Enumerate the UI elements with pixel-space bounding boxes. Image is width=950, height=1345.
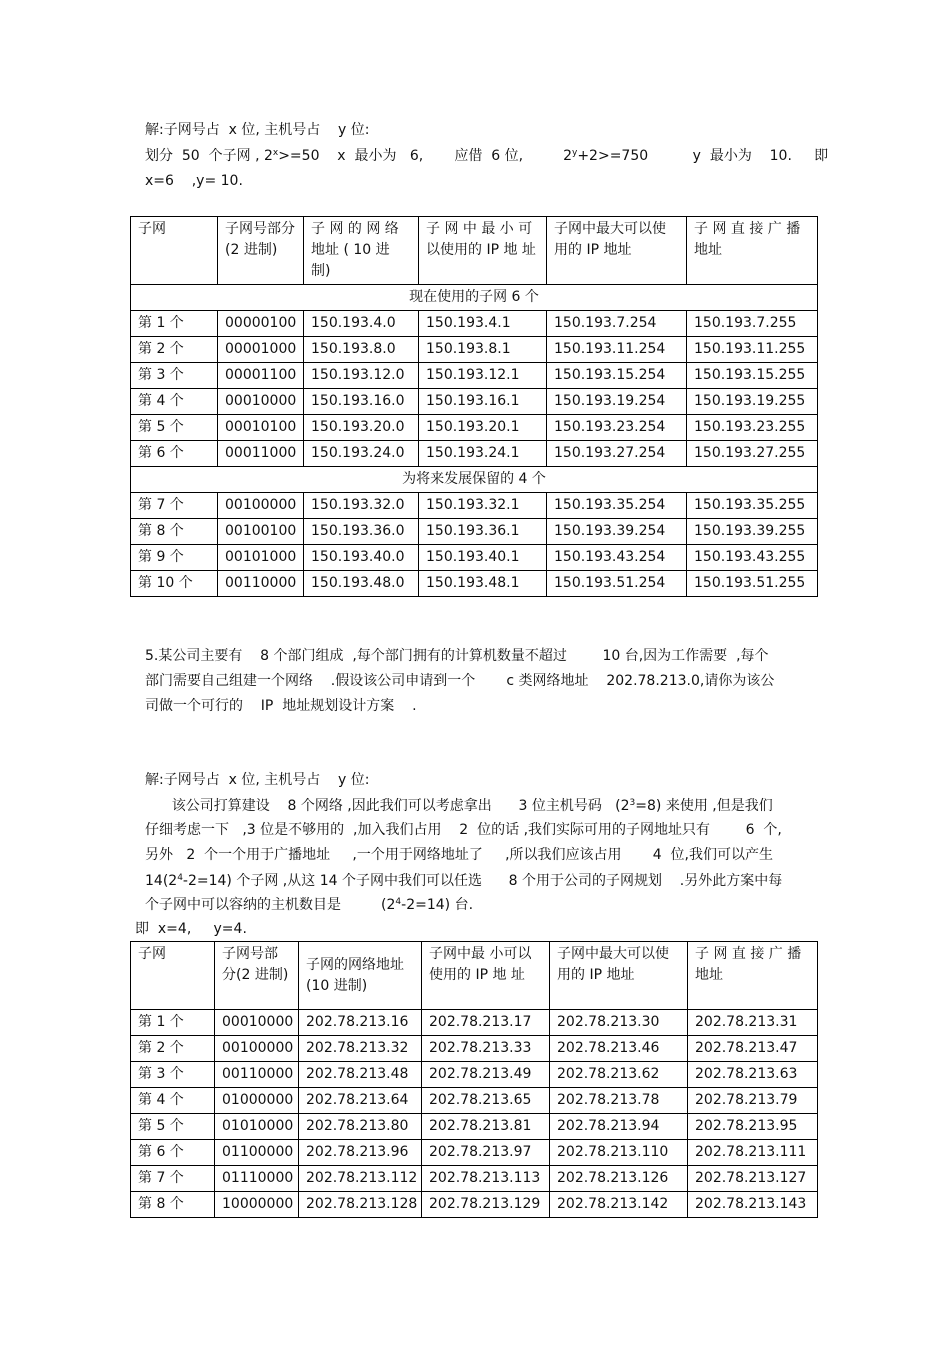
cell-subnet: 第 5 个 <box>131 1114 215 1140</box>
cell-min-ip: 202.78.213.97 <box>422 1140 550 1166</box>
cell-min-ip: 202.78.213.49 <box>422 1062 550 1088</box>
cell-broadcast: 150.193.51.255 <box>687 571 818 597</box>
cell-network: 150.193.12.0 <box>304 363 419 389</box>
cell-max-ip: 202.78.213.126 <box>550 1166 688 1192</box>
cell-network: 150.193.40.0 <box>304 545 419 571</box>
cell-broadcast: 150.193.23.255 <box>687 415 818 441</box>
cell-max-ip: 202.78.213.110 <box>550 1140 688 1166</box>
s2-l4-sup: 4 <box>177 873 183 883</box>
cell-binary: 00100000 <box>218 493 304 519</box>
section-reserved-subnets-label: 为将来发展保留的 4 个 <box>131 467 818 493</box>
cell-binary: 10000000 <box>215 1192 299 1218</box>
cell-max-ip: 150.193.15.254 <box>547 363 687 389</box>
table-row <box>131 337 818 363</box>
cell-min-ip: 150.193.48.1 <box>419 571 547 597</box>
table-row <box>131 571 818 597</box>
calc-sup-x: x <box>272 148 279 158</box>
cell-network: 202.78.213.128 <box>299 1192 422 1218</box>
solution-2-line-3: 另外 2 个一个用于广播地址 ,一个用于网络地址了 ,所以我们应该占用 4 位,我们可以产生 <box>145 847 773 863</box>
cell-network: 202.78.213.64 <box>299 1088 422 1114</box>
cell-min-ip: 202.78.213.113 <box>422 1166 550 1192</box>
cell-binary: 01000000 <box>215 1088 299 1114</box>
t2-header-broadcast: 子 网 直 接 广 播 地址 <box>688 942 818 1010</box>
cell-broadcast: 150.193.35.255 <box>687 493 818 519</box>
cell-network: 150.193.16.0 <box>304 389 419 415</box>
cell-broadcast: 150.193.39.255 <box>687 519 818 545</box>
subnet-table-2 <box>130 941 818 1218</box>
cell-subnet: 第 4 个 <box>131 389 218 415</box>
table-2-header-row <box>131 942 818 1010</box>
cell-network: 202.78.213.32 <box>299 1036 422 1062</box>
s2-l1-a: 该公司打算建设 8 个网络 ,因此我们可以考虑拿出 3 位主机号码 (2 <box>145 798 630 814</box>
cell-broadcast: 150.193.27.255 <box>687 441 818 467</box>
cell-binary: 00001100 <box>218 363 304 389</box>
calc-result-1: x=6 ,y= 10. <box>145 173 243 189</box>
cell-binary: 00101000 <box>218 545 304 571</box>
calc-line-1 <box>145 147 828 165</box>
cell-max-ip: 150.193.43.254 <box>547 545 687 571</box>
s2-l5-sup: 4 <box>395 897 402 907</box>
cell-min-ip: 150.193.24.1 <box>419 441 547 467</box>
t1-header-network: 子 网 的 网 络 地址 ( 10 进 制) <box>304 217 419 285</box>
solution-2-line-2: 仔细考虑一下 ,3 位是不够用的 ,加入我们占用 2 位的话 ,我们实际可用的子网地址只有 6 个, <box>145 822 782 838</box>
cell-broadcast: 202.78.213.63 <box>688 1062 818 1088</box>
cell-subnet: 第 4 个 <box>131 1088 215 1114</box>
table-row <box>131 1140 818 1166</box>
cell-max-ip: 150.193.7.254 <box>547 311 687 337</box>
calc-sup-y: y <box>572 148 578 158</box>
cell-max-ip: 150.193.51.254 <box>547 571 687 597</box>
t1-header-broadcast: 子 网 直 接 广 播 地址 <box>687 217 818 285</box>
cell-broadcast: 150.193.11.255 <box>687 337 818 363</box>
cell-subnet: 第 8 个 <box>131 1192 215 1218</box>
cell-broadcast: 202.78.213.111 <box>688 1140 818 1166</box>
table-row <box>131 1036 818 1062</box>
cell-min-ip: 202.78.213.33 <box>422 1036 550 1062</box>
cell-subnet: 第 8 个 <box>131 519 218 545</box>
cell-network: 202.78.213.112 <box>299 1166 422 1192</box>
cell-binary: 00100100 <box>218 519 304 545</box>
cell-broadcast: 202.78.213.47 <box>688 1036 818 1062</box>
cell-broadcast: 150.193.43.255 <box>687 545 818 571</box>
s2-l5-a: 个子网中可以容纳的主机数目是 (2 <box>145 897 396 913</box>
cell-subnet: 第 10 个 <box>131 571 218 597</box>
question-5-line-3: 司做一个可行的 IP 地址规划设计方案 . <box>145 698 417 714</box>
cell-max-ip: 202.78.213.46 <box>550 1036 688 1062</box>
table-row <box>131 1166 818 1192</box>
t2-header-subnet: 子网 <box>131 942 215 1010</box>
cell-max-ip: 202.78.213.30 <box>550 1010 688 1036</box>
cell-max-ip: 202.78.213.62 <box>550 1062 688 1088</box>
t1-header-subnet: 子网 <box>131 217 218 285</box>
cell-max-ip: 202.78.213.78 <box>550 1088 688 1114</box>
table-row <box>131 389 818 415</box>
cell-broadcast: 202.78.213.127 <box>688 1166 818 1192</box>
table-row <box>131 545 818 571</box>
cell-subnet: 第 1 个 <box>131 311 218 337</box>
cell-max-ip: 202.78.213.94 <box>550 1114 688 1140</box>
cell-binary: 00110000 <box>218 571 304 597</box>
table-row <box>131 363 818 389</box>
cell-broadcast: 202.78.213.79 <box>688 1088 818 1114</box>
cell-max-ip: 150.193.27.254 <box>547 441 687 467</box>
cell-binary: 00100000 <box>215 1036 299 1062</box>
cell-subnet: 第 2 个 <box>131 1036 215 1062</box>
t2-header-network: 子网的网络地址(10 进制) <box>299 942 422 1010</box>
cell-network: 150.193.48.0 <box>304 571 419 597</box>
question-5-line-2: 部门需要自己组建一个网络 .假设该公司申请到一个 c 类网络地址 202.78.213.0,请你为该公 <box>145 673 775 689</box>
cell-min-ip: 150.193.4.1 <box>419 311 547 337</box>
table-row <box>131 1192 818 1218</box>
section-current-subnets <box>131 285 818 311</box>
cell-max-ip: 150.193.11.254 <box>547 337 687 363</box>
cell-min-ip: 150.193.12.1 <box>419 363 547 389</box>
cell-binary: 00000100 <box>218 311 304 337</box>
cell-max-ip: 150.193.39.254 <box>547 519 687 545</box>
table-row <box>131 441 818 467</box>
table-row <box>131 1062 818 1088</box>
cell-network: 202.78.213.80 <box>299 1114 422 1140</box>
cell-max-ip: 150.193.35.254 <box>547 493 687 519</box>
s2-l4-b: -2=14) 个子网 ,从这 14 个子网中我们可以任选 8 个用于公司的子网规划 .另外此方案中每 <box>182 873 783 889</box>
cell-binary: 00011000 <box>218 441 304 467</box>
cell-network: 150.193.8.0 <box>304 337 419 363</box>
cell-min-ip: 150.193.20.1 <box>419 415 547 441</box>
question-5-line-1: 5.某公司主要有 8 个部门组成 ,每个部门拥有的计算机数量不超过 10 台,因为工作需要 ,每个 <box>145 648 769 664</box>
table-row <box>131 311 818 337</box>
cell-subnet: 第 3 个 <box>131 363 218 389</box>
cell-subnet: 第 7 个 <box>131 1166 215 1192</box>
table-row <box>131 519 818 545</box>
cell-binary: 00110000 <box>215 1062 299 1088</box>
s2-l5-b: -2=14) 台. <box>401 897 474 913</box>
calc-b: >=50 x 最小为 6, 应借 6 位, 2 <box>278 148 572 164</box>
cell-max-ip: 150.193.19.254 <box>547 389 687 415</box>
solution-2-line-6: 即 x=4, y=4. <box>135 921 247 937</box>
cell-subnet: 第 1 个 <box>131 1010 215 1036</box>
solution-2-line-4 <box>145 872 782 890</box>
cell-network: 150.193.4.0 <box>304 311 419 337</box>
cell-subnet: 第 6 个 <box>131 441 218 467</box>
cell-subnet: 第 9 个 <box>131 545 218 571</box>
t1-header-binary: 子网号部分(2 进制) <box>218 217 304 285</box>
t1-header-min-ip: 子 网 中 最 小 可 以使用的 IP 地 址 <box>419 217 547 285</box>
cell-min-ip: 150.193.8.1 <box>419 337 547 363</box>
subnet-table-2-body <box>131 942 818 1218</box>
cell-binary: 01110000 <box>215 1166 299 1192</box>
cell-subnet: 第 2 个 <box>131 337 218 363</box>
cell-min-ip: 150.193.16.1 <box>419 389 547 415</box>
cell-broadcast: 150.193.15.255 <box>687 363 818 389</box>
table-row <box>131 493 818 519</box>
solution-intro-2: 解:子网号占 x 位, 主机号占 y 位: <box>145 772 370 788</box>
subnet-table-1 <box>130 216 818 597</box>
cell-broadcast: 202.78.213.95 <box>688 1114 818 1140</box>
cell-network: 202.78.213.16 <box>299 1010 422 1036</box>
cell-broadcast: 202.78.213.143 <box>688 1192 818 1218</box>
subnet-table-1-body <box>131 217 818 597</box>
section-current-subnets-label: 现在使用的子网 6 个 <box>131 285 818 311</box>
cell-network: 150.193.20.0 <box>304 415 419 441</box>
cell-min-ip: 150.193.40.1 <box>419 545 547 571</box>
t2-header-binary: 子网号部分(2 进制) <box>215 942 299 1010</box>
cell-min-ip: 150.193.32.1 <box>419 493 547 519</box>
cell-binary: 01100000 <box>215 1140 299 1166</box>
s2-l4-a: 14(2 <box>145 873 178 889</box>
solution-2-line-1 <box>145 797 773 815</box>
cell-broadcast: 202.78.213.31 <box>688 1010 818 1036</box>
cell-binary: 00010000 <box>218 389 304 415</box>
cell-broadcast: 150.193.7.255 <box>687 311 818 337</box>
t2-header-min-ip: 子网中最 小可以使用的 IP 地 址 <box>422 942 550 1010</box>
cell-binary: 00010000 <box>215 1010 299 1036</box>
solution-intro-1: 解:子网号占 x 位, 主机号占 y 位: <box>145 122 370 138</box>
cell-subnet: 第 6 个 <box>131 1140 215 1166</box>
cell-max-ip: 202.78.213.142 <box>550 1192 688 1218</box>
cell-subnet: 第 5 个 <box>131 415 218 441</box>
cell-subnet: 第 3 个 <box>131 1062 215 1088</box>
cell-subnet: 第 7 个 <box>131 493 218 519</box>
calc-a: 划分 50 个子网 , 2 <box>145 148 273 164</box>
t1-header-max-ip: 子网中最大可以使用的 IP 地址 <box>547 217 687 285</box>
cell-min-ip: 150.193.36.1 <box>419 519 547 545</box>
table-row <box>131 1088 818 1114</box>
cell-network: 150.193.32.0 <box>304 493 419 519</box>
solution-2-line-5 <box>145 896 473 914</box>
table-row <box>131 415 818 441</box>
cell-network: 150.193.36.0 <box>304 519 419 545</box>
s2-l1-b: =8) 来使用 ,但是我们 <box>635 798 773 814</box>
cell-min-ip: 202.78.213.17 <box>422 1010 550 1036</box>
cell-binary: 01010000 <box>215 1114 299 1140</box>
t2-header-max-ip: 子网中最大可以使用的 IP 地址 <box>550 942 688 1010</box>
cell-min-ip: 202.78.213.81 <box>422 1114 550 1140</box>
cell-network: 202.78.213.96 <box>299 1140 422 1166</box>
cell-network: 202.78.213.48 <box>299 1062 422 1088</box>
s2-l1-sup: 3 <box>629 798 636 808</box>
table-row <box>131 1114 818 1140</box>
cell-binary: 00010100 <box>218 415 304 441</box>
cell-min-ip: 202.78.213.129 <box>422 1192 550 1218</box>
table-1-header-row <box>131 217 818 285</box>
calc-c: +2>=750 y 最小为 10. 即 <box>577 148 829 164</box>
cell-broadcast: 150.193.19.255 <box>687 389 818 415</box>
cell-network: 150.193.24.0 <box>304 441 419 467</box>
cell-max-ip: 150.193.23.254 <box>547 415 687 441</box>
cell-binary: 00001000 <box>218 337 304 363</box>
table-row <box>131 1010 818 1036</box>
section-reserved-subnets <box>131 467 818 493</box>
cell-min-ip: 202.78.213.65 <box>422 1088 550 1114</box>
